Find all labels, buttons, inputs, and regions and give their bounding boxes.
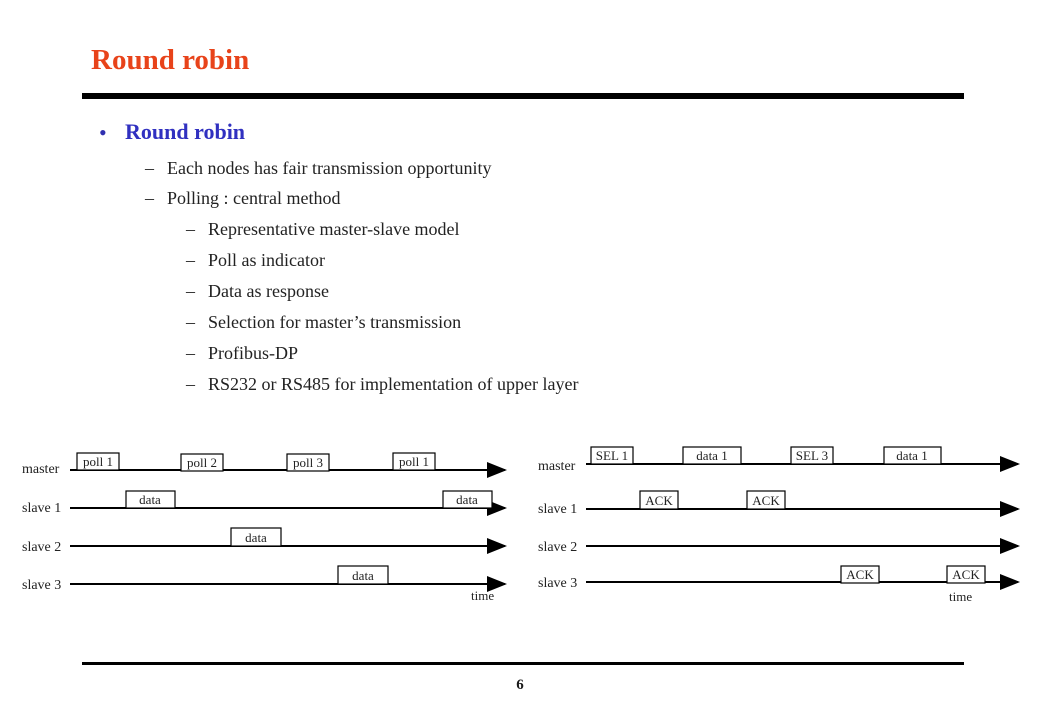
line-label-slave1: slave 1 [538,502,578,517]
page-number: 6 [516,677,524,693]
subitem-text: Data as response [208,281,329,301]
line-label-slave3: slave 3 [538,576,578,591]
frame-poll1 [77,453,119,470]
dash-marker: – [145,158,154,178]
dash-marker: – [186,312,195,332]
line-label-master: master [538,459,576,474]
svg-text:ACK: ACK [952,567,980,582]
frame-poll2 [181,454,223,471]
item-text: Each nodes has fair transmission opportunity [167,158,492,178]
frame-slave1-ack [640,491,678,509]
frame-slave1-data [126,491,175,508]
subitem-text: Selection for master’s transmission [208,312,462,332]
subitem-text: Profibus-DP [208,343,299,363]
subitem-text: Poll as indicator [208,250,325,270]
svg-text:data: data [245,530,267,545]
frame-slave2-data [231,528,281,546]
line-label-slave2: slave 2 [22,540,62,555]
bullet-dot: • [99,120,107,145]
svg-text:data: data [352,568,374,583]
slide-title: Round robin [91,44,250,76]
svg-text:data 1: data 1 [896,448,928,463]
bullet-heading: Round robin [125,119,246,144]
frame-sel3 [791,447,833,464]
item-text: Polling : central method [167,188,341,208]
dash-marker: – [186,343,195,363]
dash-marker: – [186,374,195,394]
svg-text:ACK: ACK [645,493,673,508]
polling-diagram [22,453,505,603]
line-label-slave1: slave 1 [22,501,62,516]
svg-text:SEL 1: SEL 1 [595,448,629,463]
frame-slave1-ack-repeat [747,491,785,509]
line-label-master: master [22,462,60,477]
frame-slave3-ack-repeat [947,566,985,583]
line-label-slave3: slave 3 [22,578,62,593]
time-axis-label: time [949,589,973,604]
frame-sel1 [591,447,633,464]
svg-text:poll 1: poll 1 [83,454,113,469]
time-axis-label: time [471,588,495,603]
svg-text:poll 2: poll 2 [187,455,217,470]
svg-text:poll 3: poll 3 [293,455,323,470]
svg-text:ACK: ACK [846,567,874,582]
svg-text:data: data [456,492,478,507]
frame-slave3-ack [841,566,879,583]
subitem-text: RS232 or RS485 for implementation of upper layer [208,374,579,394]
svg-text:data: data [139,492,161,507]
dash-marker: – [145,188,154,208]
svg-text:data 1: data 1 [696,448,728,463]
dash-marker: – [186,250,195,270]
line-label-slave2: slave 2 [538,540,578,555]
dash-marker: – [186,219,195,239]
frame-slave3-data [338,566,388,584]
selection-diagram [538,447,1018,604]
dash-marker: – [186,281,195,301]
subitem-text: Representative master-slave model [208,219,460,239]
frame-data1 [683,447,741,464]
svg-text:ACK: ACK [752,493,780,508]
frame-poll1-repeat [393,453,435,470]
svg-text:SEL 3: SEL 3 [795,448,829,463]
frame-slave1-data-repeat [443,491,492,508]
bottom-rule [82,662,964,665]
frame-data1-repeat [884,447,941,464]
svg-text:poll 1: poll 1 [399,454,429,469]
frame-poll3 [287,454,329,471]
